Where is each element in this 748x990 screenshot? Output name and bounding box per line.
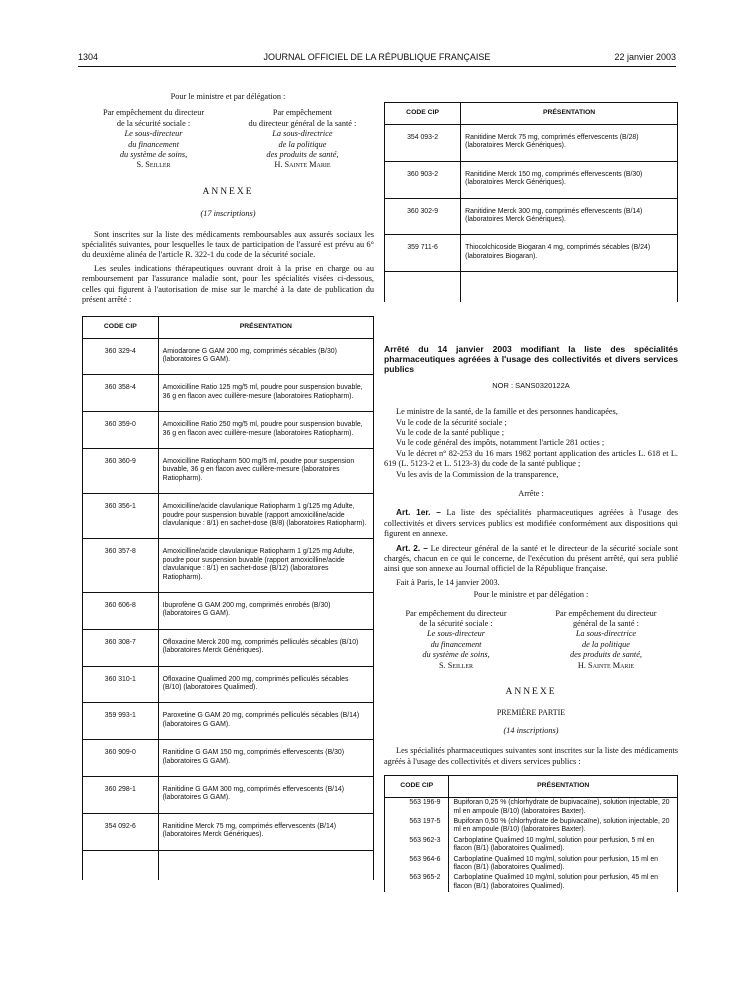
table-row [385, 798, 678, 817]
cip-code-cell: 563 197-5 [385, 817, 449, 836]
sig-line: du financement [128, 139, 179, 149]
table-row [83, 448, 374, 493]
signatory-name: S. Seiller [439, 660, 474, 670]
delegation-line: Pour le ministre et par délégation : [170, 92, 286, 101]
table-row [83, 593, 374, 630]
cip-code-cell: 360 360-9 [83, 448, 159, 493]
cip-table-right-top [384, 102, 678, 302]
table-row [83, 666, 374, 703]
cip-code-cell: 360 909-0 [83, 740, 159, 777]
signature-left [82, 108, 225, 170]
presentation-cell: Ibuprofène G GAM 200 mg, comprimés enrobés (B/30) (laboratoires G GAM). [158, 593, 373, 630]
sig-line: Le sous-directeur [427, 629, 486, 639]
table-row [83, 629, 374, 666]
inscriptions-count: (14 inscriptions) [503, 725, 559, 735]
annexe-title: ANNEXE [505, 687, 557, 698]
cip-table-left [82, 316, 374, 881]
table-row [385, 125, 678, 162]
table-filler-row [385, 272, 678, 302]
sig-line: La sous-directrice [575, 629, 637, 639]
sig-line: des produits de santé, [569, 650, 642, 660]
vu-line: Vu les avis de la Commission de la transparence, [396, 469, 559, 479]
article-label: Art. 1er. – [396, 507, 441, 518]
presentation-cell: Amoxicilline Ratiopharm 500 mg/5 ml, poudre pour suspension buvable, 36 g en flacon avec cuillère-mesure (laboratoires Ratiopharm). [158, 448, 373, 493]
cip-code-cell: 360 359-0 [83, 412, 159, 449]
presentation-cell: Paroxetine G GAM 20 mg, comprimés pelliculés sécables (B/14) (laboratoires G GAM). [158, 703, 373, 740]
delegation-line: Pour le ministre et par délégation : [473, 590, 589, 600]
issue-date: 22 janvier 2003 [614, 52, 676, 62]
cip-code-cell: 359 711-6 [385, 235, 461, 272]
nor-reference: NOR : SANS0320122A [492, 380, 570, 390]
sig-line: du système de soins, [422, 650, 490, 660]
presentation-cell: Carboplatine Qualimed 10 mg/ml, solution pour perfusion, 5 ml en flacon (B/1) (laboratoires Qualimed). [449, 836, 678, 855]
vu-line: Vu le code de la santé publique ; [396, 427, 505, 437]
presentation-cell: Bupiforan 0,50 % (chlorhydrate de bupivacaïne), solution injectable, 20 ml en ampoule (B/10) (laboratoires Baxter). [449, 817, 678, 836]
presentation-cell: Ranitidine G GAM 150 mg, comprimés effervescents (B/30) (laboratoires G GAM). [158, 740, 373, 777]
header-rule [78, 66, 676, 67]
article-label: Art. 2. – [396, 542, 428, 553]
inscriptions-count: (17 inscriptions) [200, 209, 256, 219]
empty-cell [83, 850, 159, 880]
signatory-name: S. Seiller [136, 160, 171, 170]
presentation-cell: Carboplatine Qualimed 10 mg/ml, solution pour perfusion, 15 ml en flacon (B/1) (laboratoires Qualimed). [449, 855, 678, 874]
col-header-presentation: PRÉSENTATION [158, 316, 373, 338]
table-row [83, 412, 374, 449]
table-filler-row [83, 850, 374, 880]
cip-code-cell: 563 965-2 [385, 873, 449, 892]
cip-code-cell: 360 356-1 [83, 494, 159, 539]
table-row [83, 539, 374, 593]
signatory-name: H. Sainte Marie [577, 660, 635, 670]
signature-right [534, 609, 678, 671]
table-row [83, 703, 374, 740]
sig-line: Le sous-directeur [124, 129, 183, 139]
signature-block [384, 609, 678, 671]
table-row [83, 777, 374, 814]
vu-line: Vu le code de la sécurité sociale ; [396, 417, 507, 427]
sig-line: de la politique [582, 639, 630, 649]
annexe-title: ANNEXE [202, 186, 254, 197]
sig-line: général de la santé : [573, 619, 639, 629]
fait-line: Fait à Paris, le 14 janvier 2003. [396, 577, 500, 587]
presentation-cell: Carboplatine Qualimed 10 mg/ml, solution pour perfusion, 45 ml en flacon (B/1) (laboratoires Qualimed). [449, 873, 678, 892]
article-2 [384, 543, 678, 575]
signature-right [231, 108, 374, 170]
sig-line: du directeur général de la santé : [248, 118, 357, 128]
table-row [385, 161, 678, 198]
sig-line: de la politique [278, 139, 327, 149]
paragraph: Les seules indications thérapeutiques ouvrant droit à la prise en charge ou au remboursement par l'assurance maladie sont, pour les spécialités visées ci-dessous, celles qui figurent à l'autorisation de mise sur le marché à la date de publication du présent arrêté : [82, 263, 374, 305]
cip-code-cell: 359 993-1 [83, 703, 159, 740]
presentation-cell: Ranitidine Merck 75 mg, comprimés effervescents (B/14) (laboratoires Merck Génériques). [158, 813, 373, 850]
signature-left [384, 609, 528, 671]
presentation-cell: Thiocolchicoside Biogaran 4 mg, comprimés sécables (B/24) (laboratoires Biogaran). [461, 235, 678, 272]
sig-line: Par empêchement du directeur [555, 608, 657, 618]
arrete-label: Arrête : [518, 489, 544, 498]
cip-code-cell: 360 903-2 [385, 161, 461, 198]
left-column [82, 70, 374, 880]
presentation-cell: Ofloxacine Qualimed 200 mg, comprimés pelliculés sécables (B/10) (laboratoires Qualimed). [158, 666, 373, 703]
journal-title: JOURNAL OFFICIEL DE LA RÉPUBLIQUE FRANÇAISE [263, 52, 491, 62]
presentation-cell: Ranitidine Merck 75 mg, comprimés effervescents (B/28) (laboratoires Merck Génériques). [461, 125, 678, 162]
page-number: 1304 [78, 52, 99, 62]
table-row [83, 494, 374, 539]
sig-line: de la sécurité sociale : [116, 118, 191, 128]
empty-cell [385, 272, 461, 302]
paragraph: Les spécialités pharmaceutiques suivantes sont inscrites sur la liste des médicaments agréés à l'usage des collectivités et divers services publics : [384, 746, 678, 766]
premiere-partie: PREMIÈRE PARTIE [496, 707, 566, 717]
presentation-cell: Amoxicilline Ratio 125 mg/5 ml, poudre pour suspension buvable, 36 g en flacon avec cuillère-mesure (laboratoires Ratiopharm). [158, 375, 373, 412]
cip-code-cell: 354 093-2 [385, 125, 461, 162]
table-row [385, 817, 678, 836]
sig-line: du financement [430, 639, 482, 649]
col-header-presentation: PRÉSENTATION [449, 776, 678, 798]
presentation-cell: Ranitidine G GAM 300 mg, comprimés effervescents (B/14) (laboratoires G GAM). [158, 777, 373, 814]
cip-code-cell: 360 606-8 [83, 593, 159, 630]
article-1 [384, 507, 678, 539]
arrete-title: Arrêté du 14 janvier 2003 modifiant la liste des spécialités pharmaceutiques agréées à l'usage des collectivités et divers services publics [384, 343, 678, 374]
cip-table-right-bottom [384, 775, 678, 892]
paragraph: Le ministre de la santé, de la famille et des personnes handicapées, [396, 407, 618, 417]
cip-code-cell: 563 962-3 [385, 836, 449, 855]
presentation-cell: Ranitidine Merck 150 mg, comprimés effervescents (B/30) (laboratoires Merck Génériques). [461, 161, 678, 198]
cip-code-cell: 563 964-6 [385, 855, 449, 874]
paragraph: Sont inscrites sur la liste des médicaments remboursables aux assurés sociaux les spécialités suivantes, pour lesquelles le taux de participation de l'assuré est prévu au 6° du deuxième alinéa de l'article R. 322-1 du code de la sécurité sociale. [82, 229, 374, 260]
empty-cell [461, 272, 678, 302]
sig-line: Par empêchement du directeur [405, 608, 507, 618]
presentation-cell: Ranitidine Merck 300 mg, comprimés effervescents (B/14) (laboratoires Merck Génériques). [461, 198, 678, 235]
table-row [83, 338, 374, 375]
vu-line: Vu le code général des impôts, notamment l'article 281 octies ; [396, 438, 605, 448]
cip-code-cell: 354 092-6 [83, 813, 159, 850]
col-header-presentation: PRÉSENTATION [461, 103, 678, 125]
table-row [385, 855, 678, 874]
table-row [83, 375, 374, 412]
presentation-cell: Amoxicilline Ratio 250 mg/5 ml, poudre pour suspension buvable, 36 g en flacon avec cuillère-mesure (laboratoires Ratiopharm). [158, 412, 373, 449]
table-row [83, 813, 374, 850]
article-text: Le directeur général de la santé et le directeur de la sécurité sociale sont chargés, chacun en ce qui le concerne, de l'exécution du présent arrêté, qui sera publié ainsi que son annexe au Journal officiel de la République française. [384, 543, 678, 574]
cip-code-cell: 360 302-9 [385, 198, 461, 235]
sig-line: La sous-directrice [272, 129, 333, 139]
table-row [83, 740, 374, 777]
signature-block [82, 108, 374, 170]
col-header-code: CODE CIP [385, 776, 449, 798]
cip-code-cell: 563 196-9 [385, 798, 449, 817]
page-header [78, 52, 676, 66]
signatory-name: H. Sainte Marie [274, 160, 331, 170]
presentation-cell: Bupiforan 0,25 % (chlorhydrate de bupivacaïne), solution injectable, 20 ml en ampoule (B/10) (laboratoires Baxter). [449, 798, 678, 817]
cip-code-cell: 360 357-8 [83, 539, 159, 593]
col-header-code: CODE CIP [83, 316, 159, 338]
cip-code-cell: 360 308-7 [83, 629, 159, 666]
presentation-cell: Ofloxacine Merck 200 mg, comprimés pelliculés sécables (B/10) (laboratoires Merck Génériques). [158, 629, 373, 666]
right-column [384, 70, 678, 892]
sig-line: du système de soins, [119, 150, 188, 160]
col-header-code: CODE CIP [385, 103, 461, 125]
article-text: La liste des spécialités pharmaceutiques agréées à l'usage des collectivités et divers services publics est modifiée conformément aux dispositions qui figurent en annexe. [384, 508, 678, 539]
presentation-cell: Amoxicilline/acide clavulanique Ratiopharm 1 g/125 mg Adulte, poudre pour suspension buvable (rapport amoxicilline/acide clavulanique : 8/1) en sachet-dose (B/8) (laboratoires Ratiopharm). [158, 494, 373, 539]
sig-line: Par empêchement du directeur [102, 108, 205, 118]
cip-code-cell: 360 298-1 [83, 777, 159, 814]
table-row [385, 836, 678, 855]
sig-line: de la sécurité sociale : [419, 619, 493, 629]
presentation-cell: Amoxicilline/acide clavulanique Ratiopharm 1 g/125 mg Adulte, poudre pour suspension buvable (rapport amoxicilline/acide clavulanique : 8/1) en sachet-dose (B/12) (laboratoires Ratiopharm). [158, 539, 373, 593]
cip-code-cell: 360 329-4 [83, 338, 159, 375]
cip-code-cell: 360 310-1 [83, 666, 159, 703]
table-row [385, 235, 678, 272]
vu-line: Vu le décret n° 82-253 du 16 mars 1982 portant application des articles L. 618 et L. 619 (L. 5123-2 et L. 5123-3) du code de la santé publique ; [384, 448, 678, 469]
presentation-cell: Amiodarone G GAM 200 mg, comprimés sécables (B/30) (laboratoires G GAM). [158, 338, 373, 375]
sig-line: Par empêchement [272, 108, 333, 118]
table-row [385, 873, 678, 892]
cip-code-cell: 360 358-4 [83, 375, 159, 412]
sig-line: des produits de santé, [266, 150, 339, 160]
empty-cell [158, 850, 373, 880]
table-row [385, 198, 678, 235]
